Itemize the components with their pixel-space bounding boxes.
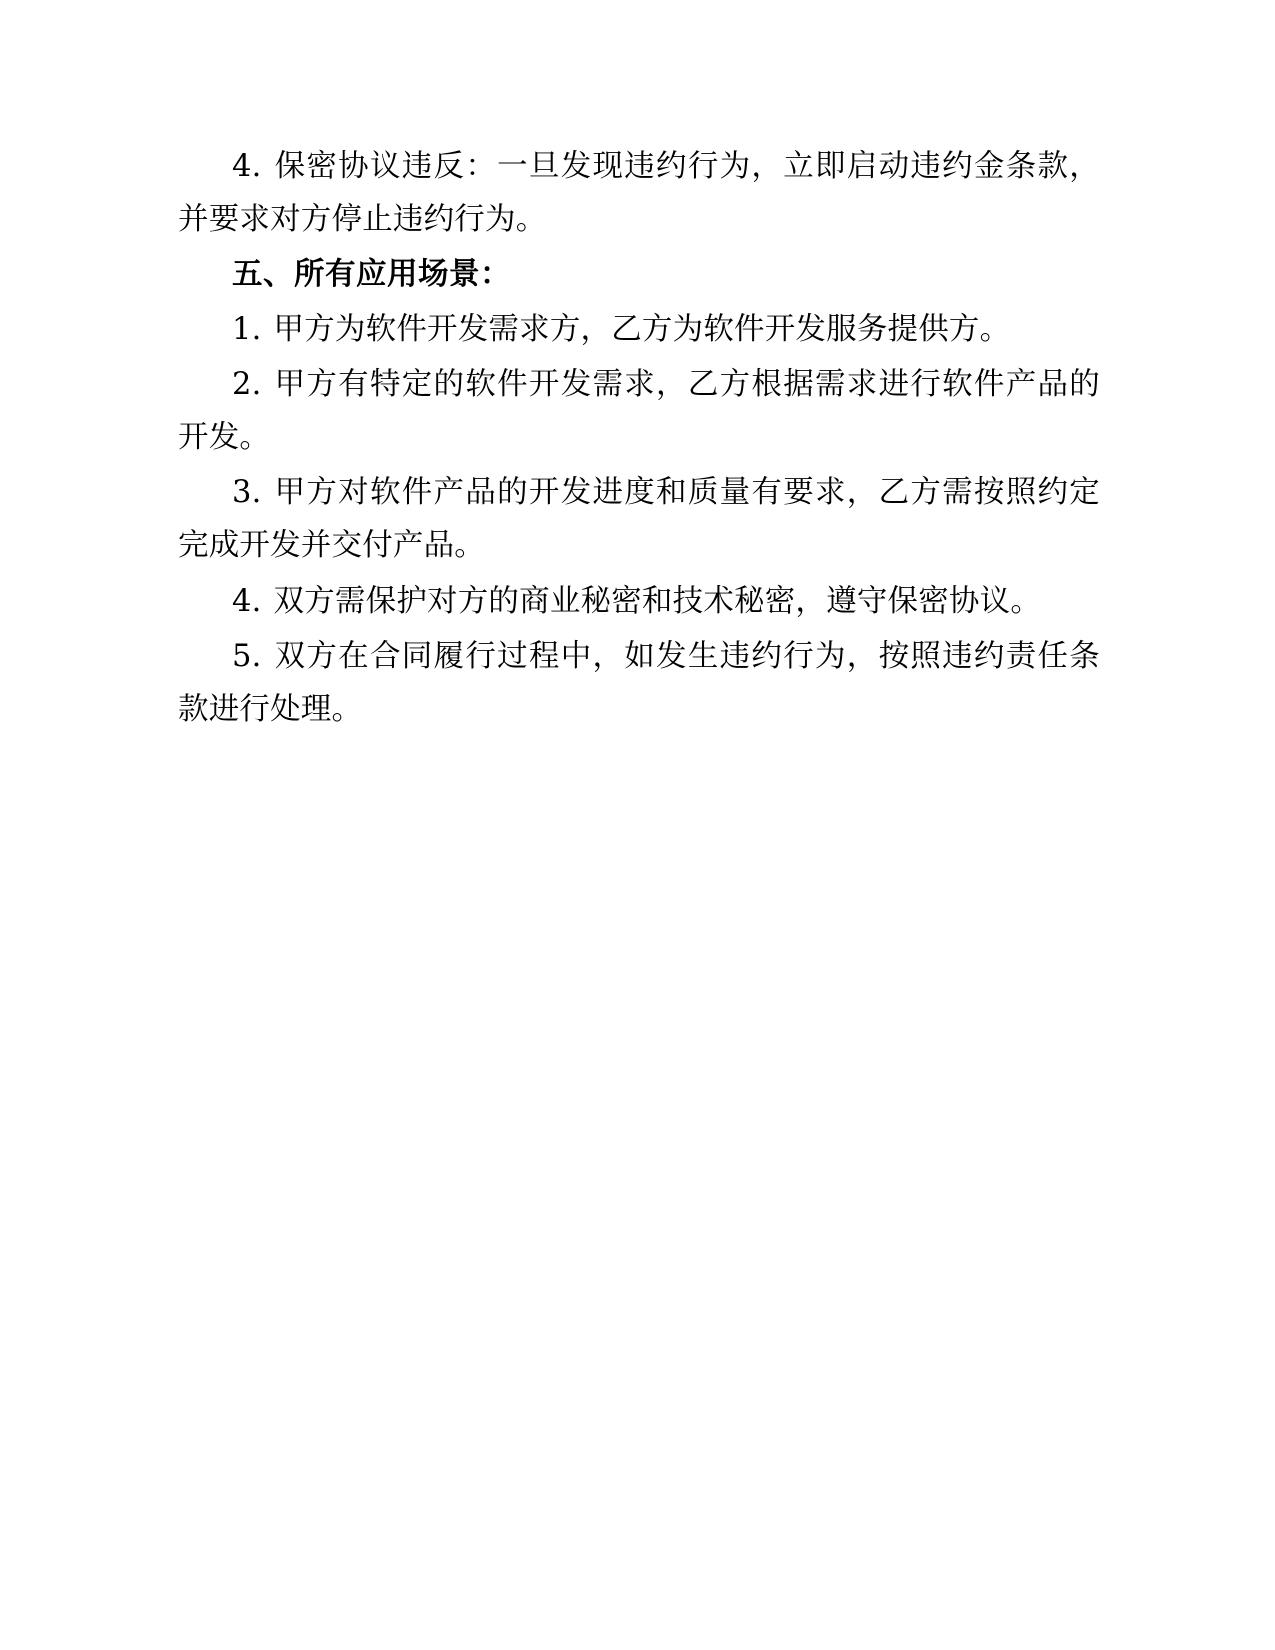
list-item: [178, 630, 1100, 736]
list-item-text: 甲方为软件开发需求方，乙方为软件开发服务提供方。: [273, 312, 1011, 348]
list-item: [178, 466, 1100, 572]
list-item-number: 3.: [232, 475, 262, 511]
section-heading: [178, 248, 1100, 301]
document-body: [178, 140, 1100, 736]
list-item: [178, 140, 1100, 246]
list-item-text: 保密协议违反：一旦发现违约行为，立即启动违约金条款，并要求对方停止违约行为。: [178, 149, 1100, 238]
list-item-number: 4.: [232, 583, 262, 619]
section-heading-text: 五、所有应用场景：: [232, 256, 511, 293]
list-item-number: 2.: [232, 367, 262, 403]
list-item-text: 甲方有特定的软件开发需求，乙方根据需求进行软件产品的开发。: [178, 367, 1100, 456]
list-item: [178, 358, 1100, 464]
list-item: [178, 303, 1100, 356]
list-item-text: 甲方对软件产品的开发进度和质量有要求，乙方需按照约定完成开发并交付产品。: [178, 475, 1100, 564]
list-item-number: 4.: [232, 149, 262, 184]
list-item-number: 1.: [232, 312, 262, 348]
list-item-text: 双方在合同履行过程中，如发生违约行为，按照违约责任条款进行处理。: [178, 638, 1100, 727]
list-item-text: 双方需保护对方的商业秘密和技术秘密，遵守保密协议。: [273, 583, 1042, 619]
list-item-number: 5.: [232, 638, 262, 674]
list-item: [178, 575, 1100, 628]
